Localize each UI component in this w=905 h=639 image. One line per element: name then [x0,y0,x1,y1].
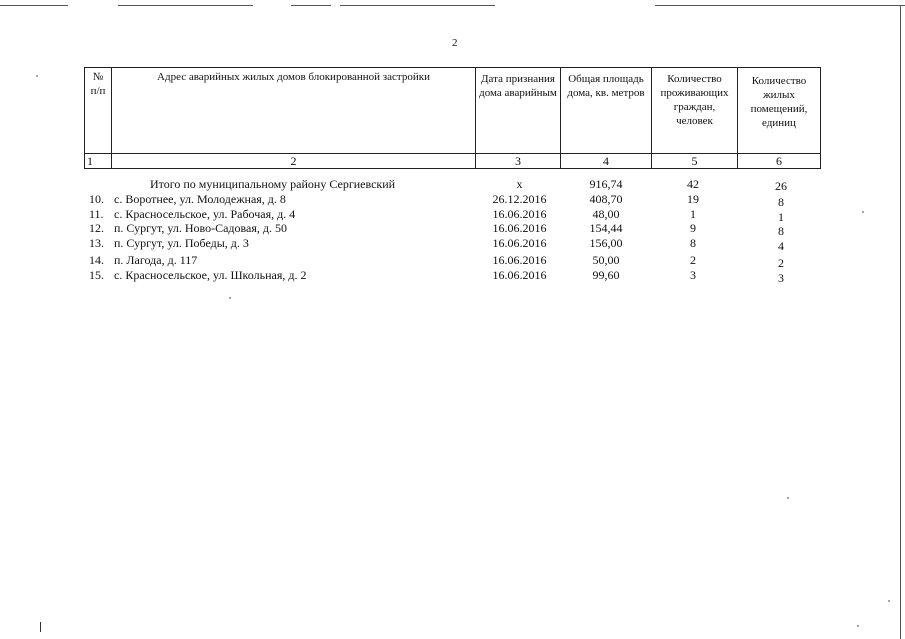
column-number: 1 [85,154,112,169]
page-number: 2 [452,37,458,49]
header-cell-date: Дата признания дома аварийным [476,68,561,154]
row-number: 11. [89,207,104,221]
row-area: 156,00 [589,236,623,250]
total-date: x [516,177,523,191]
column-number: 3 [476,154,561,169]
header-cell-area: Общая площадь дома, кв. метров [561,68,652,154]
row-address: п. Сургут, ул. Ново-Садовая, д. 50 [114,221,287,235]
row-people: 8 [690,236,696,250]
table-row [0,236,905,251]
scan-edge-line [340,5,495,6]
row-date: 16.06.2016 [492,221,547,235]
row-people: 9 [690,221,696,235]
row-people: 1 [690,207,696,221]
total-rooms: 26 [775,179,787,193]
row-number: 14. [89,253,104,267]
row-date: 16.06.2016 [492,236,547,250]
scan-edge-line [118,5,253,6]
row-people: 3 [690,268,696,282]
row-address: п. Лагода, д. 117 [114,253,198,267]
row-address: с. Красносельское, ул. Рабочая, д. 4 [114,207,296,221]
header-cell-rooms: Количество жилых помещений, единиц [738,68,821,154]
row-number: 15. [89,268,104,282]
column-number: 4 [561,154,652,169]
scan-edge-mark [40,622,41,632]
column-number: 6 [738,154,821,169]
header-row [85,68,821,154]
header-cell-people: Количество проживающих граждан, человек [652,68,738,154]
scan-edge-line [291,5,331,6]
row-rooms: 4 [778,239,784,253]
row-date: 16.06.2016 [492,253,547,267]
row-date: 16.06.2016 [492,268,547,282]
table-row [0,253,905,268]
total-area: 916,74 [589,177,623,191]
scan-speck [862,211,864,213]
row-rooms: 8 [778,195,784,209]
table-row [0,207,905,222]
row-rooms: 8 [778,224,784,238]
row-people: 19 [687,192,699,206]
column-number: 2 [112,154,476,169]
row-number: 12. [89,221,104,235]
total-row [0,177,905,192]
scan-speck [787,497,789,499]
scan-speck [36,75,38,77]
header-cell-address: Адрес аварийных жилых домов блокированной застройки [112,68,476,154]
column-number: 5 [652,154,738,169]
row-date: 16.06.2016 [492,207,547,221]
row-address: с. Воротнее, ул. Молодежная, д. 8 [114,192,286,206]
row-address: с. Красносельское, ул. Школьная, д. 2 [114,268,307,282]
header-cell-number: № п/п [85,68,112,154]
scan-edge-line [900,5,901,639]
row-area: 99,60 [592,268,620,282]
row-rooms: 1 [778,210,784,224]
table-row [0,192,905,207]
table-header [84,67,821,169]
row-area: 408,70 [589,192,623,206]
scan-speck [229,297,231,299]
total-people: 42 [687,177,699,191]
row-number: 13. [89,236,104,250]
row-date: 26.12.2016 [492,192,547,206]
row-number: 10. [89,192,104,206]
row-address: п. Сургут, ул. Победы, д. 3 [114,236,249,250]
scan-edge-line [0,5,68,6]
row-rooms: 2 [778,256,784,270]
row-area: 50,00 [592,253,620,267]
scan-speck [888,600,890,602]
row-rooms: 3 [778,271,784,285]
scan-speck [857,625,859,627]
row-people: 2 [690,253,696,267]
total-label: Итого по муниципальному району Сергиевский [150,177,396,191]
row-area: 154,44 [589,221,623,235]
table-row [0,221,905,236]
table-row [0,268,905,283]
scan-edge-line [655,5,905,6]
row-area: 48,00 [592,207,620,221]
column-number-row [85,154,821,169]
